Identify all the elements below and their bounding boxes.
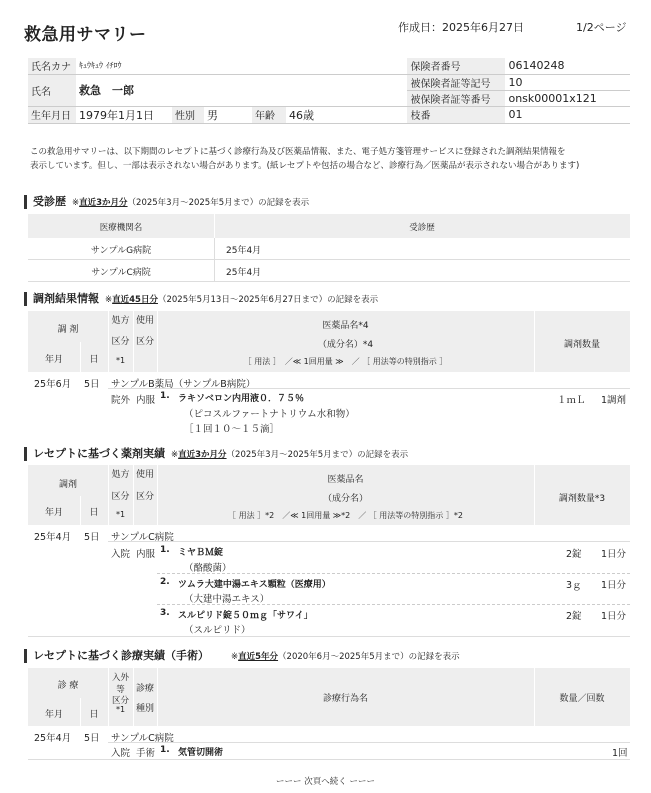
sex-label: 性別 xyxy=(172,106,204,123)
visits-title: 受診歴 xyxy=(33,195,66,208)
divider xyxy=(108,742,630,743)
divider xyxy=(28,759,630,760)
divider xyxy=(133,668,134,726)
dispense-section-heading xyxy=(24,292,378,306)
visit-row-2-date: 25年4月 xyxy=(226,268,262,278)
surgery-h-qty: 数量／回数 xyxy=(559,694,605,704)
rx-h-month: 年月 xyxy=(44,508,63,518)
kana-value: ｷｭｳｷｭｳ ｲﾁﾛｳ xyxy=(76,58,407,74)
divider xyxy=(28,281,630,282)
divider xyxy=(157,604,630,605)
rx-range-prefix: ※ xyxy=(171,450,179,460)
dispense-h-chozai: 調 剤 xyxy=(57,325,79,335)
dispense-h-month: 年月 xyxy=(44,355,63,365)
dispense-shiyo: 内服 xyxy=(136,395,156,406)
rx-item-3-ingredient: （スルピリド） xyxy=(184,625,251,636)
number-value: onsk00001x121 xyxy=(505,90,630,106)
rx-h-drug: 医薬品名 xyxy=(327,475,364,485)
divider xyxy=(157,573,630,574)
visits-range-prefix: ※ xyxy=(72,198,80,208)
dispense-h-day: 日 xyxy=(89,355,99,365)
visits-col-institution: 医療機関名 xyxy=(99,223,143,233)
page-title: 救急用サマリー xyxy=(24,25,147,45)
dispense-shoho: 院外 xyxy=(111,395,131,406)
dispense-item-no: 1. xyxy=(160,391,170,401)
rx-item-2-days: 1日分 xyxy=(601,580,627,591)
rx-item-1-amount: 2錠 xyxy=(566,549,582,560)
dispense-title: 調剤結果情報 xyxy=(33,292,99,305)
dispense-h-usage: ［ 用法 ］ ／≪ 1回用量 ≫ ／ ［ 用法等の特別指示 ］ xyxy=(243,357,448,366)
dispense-ingredient: （ピコスルファートナトリウム水和物） xyxy=(184,409,355,420)
dispense-range-prefix: ※ xyxy=(105,295,113,305)
surgery-h-shubetsu2: 種別 xyxy=(135,704,154,714)
number-label: 被保険者証等番号 xyxy=(407,90,505,106)
rx-h-usage: ［ 用法 ］*2 ／≪ 1回用量 ≫*2 ／ ［ 用法等の特別指示 ］*2 xyxy=(228,511,463,520)
branch-value: 01 xyxy=(505,106,630,123)
dispense-month: 25年6月 xyxy=(34,379,72,390)
surgery-hospital: サンプルC病院 xyxy=(111,733,174,744)
rx-item-2-amount: 3ｇ xyxy=(566,580,582,591)
rx-h-chozai: 調剤 xyxy=(58,480,77,490)
rx-shoho: 入院 xyxy=(111,549,131,560)
surgery-nyugai: 入院 xyxy=(111,748,131,759)
rx-range-text: （2025年3月～2025年5月まで）の記録を表示 xyxy=(226,450,409,460)
description xyxy=(30,145,630,173)
divider xyxy=(108,541,630,542)
dispense-h-ingredient: （成分名）*4 xyxy=(317,340,374,350)
dispense-range-link[interactable]: 直近45日分 xyxy=(112,295,158,305)
divider xyxy=(28,259,630,260)
name-value: 救急 一郎 xyxy=(76,74,407,106)
surgery-range-text: （2020年6月～2025年5月まで）の記録を表示 xyxy=(278,652,460,662)
visits-section-heading xyxy=(24,195,309,209)
rx-h-ingredient: （成分名） xyxy=(322,494,368,504)
rx-item-3-drug: スルピリド錠５０ｍｇ「サワイ」 xyxy=(178,611,313,621)
rx-item-3-days: 1日分 xyxy=(601,611,627,622)
dob-label: 生年月日 xyxy=(28,106,76,123)
surgery-h-nyugai2: 等 xyxy=(116,685,125,695)
surgery-range-prefix: ※ xyxy=(231,652,239,662)
visit-row-1-institution: サンプルG病院 xyxy=(90,246,152,256)
rx-item-1-drug: ミヤＢＭ錠 xyxy=(178,548,224,558)
surgery-shubetsu: 手術 xyxy=(136,748,156,759)
dispense-amount: １ｍＬ xyxy=(557,395,586,406)
dispense-drug-name: ラキソベロン内用液０．７５％ xyxy=(178,394,305,404)
rx-section-heading xyxy=(24,447,408,461)
divider xyxy=(214,238,215,281)
name-label: 氏名 xyxy=(28,74,76,106)
rx-hospital: サンプルC病院 xyxy=(111,532,174,543)
surgery-h-shinryo: 診 療 xyxy=(57,681,79,691)
visits-col-visit: 受診歴 xyxy=(409,223,435,233)
surgery-h-kubun: 区分 xyxy=(111,696,129,706)
dispense-h-shoho: 処方 xyxy=(111,316,130,326)
rx-h-note1: *1 xyxy=(115,510,126,519)
age-label: 年齢 xyxy=(252,106,286,123)
divider xyxy=(28,636,630,637)
dispense-range-text: （2025年5月13日～2025年6月27日まで）の記録を表示 xyxy=(157,295,379,305)
rx-item-3-no: 3. xyxy=(160,608,170,618)
surgery-count: 1回 xyxy=(612,748,628,759)
rx-day: 5日 xyxy=(84,532,100,543)
rx-item-1-days: 1日分 xyxy=(601,549,627,560)
insurer-label: 保険者番号 xyxy=(407,58,505,74)
surgery-section-heading xyxy=(24,649,460,663)
visit-row-1-date: 25年4月 xyxy=(226,246,262,256)
rx-h-kubun1: 区分 xyxy=(111,492,130,502)
rx-h-shoho: 処方 xyxy=(111,470,130,480)
dob-value: 1979年1月1日 xyxy=(76,106,172,123)
surgery-h-shubetsu1: 診療 xyxy=(135,684,154,694)
surgery-procedure-name: 気管切開術 xyxy=(178,748,224,758)
page-number: 1/2ページ xyxy=(576,21,627,34)
surgery-h-name: 診療行為名 xyxy=(322,694,368,704)
dispense-times: 1調剤 xyxy=(601,395,627,406)
description-line-2: 表示しています。但し、一部は表示されない場合があります。(紙レセプトや包括の場合など、診療行為／医薬品が表示されない場合があります) xyxy=(30,161,580,171)
visit-row-2-institution: サンプルC病院 xyxy=(91,268,151,278)
visits-range-link[interactable]: 直近3か月分 xyxy=(79,198,128,208)
visits-range-text: （2025年3月～2025年5月まで）の記録を表示 xyxy=(127,198,310,208)
branch-label: 枝番 xyxy=(407,106,505,123)
surgery-h-nyugai1: 入外 xyxy=(111,673,129,683)
surgery-h-note1: *1 xyxy=(115,705,126,714)
dispense-h-shiyo: 使用 xyxy=(135,316,154,326)
rx-item-1-no: 1. xyxy=(160,545,170,555)
surgery-h-day: 日 xyxy=(89,710,99,720)
rx-h-shiyo: 使用 xyxy=(135,470,154,480)
sex-value: 男 xyxy=(204,106,252,123)
rx-shiyo: 内服 xyxy=(136,549,156,560)
symbol-value: 10 xyxy=(505,74,630,90)
rx-item-2-ingredient: （大建中湯エキス） xyxy=(184,594,270,605)
surgery-range-link[interactable]: 直近5年分 xyxy=(238,652,279,662)
dispense-h-kubun2: 区分 xyxy=(135,337,154,347)
dispense-pharmacy: サンプルB薬局（サンプルB病院） xyxy=(111,379,256,390)
rx-title: レセプトに基づく薬剤実績 xyxy=(33,447,165,460)
surgery-month: 25年4月 xyxy=(34,733,72,744)
dispense-h-qty: 調剤数量 xyxy=(563,340,600,350)
rx-range-link[interactable]: 直近3か月分 xyxy=(178,450,227,460)
surgery-title: レセプトに基づく診療実績（手術） xyxy=(33,649,209,662)
rx-h-kubun2: 区分 xyxy=(135,492,154,502)
dispense-h-kubun1: 区分 xyxy=(111,337,130,347)
dispense-h-note1: *1 xyxy=(115,356,126,365)
insurer-value: 06140248 xyxy=(505,58,630,74)
created-date: 作成日：2025年6月27日 xyxy=(398,21,524,34)
dispense-usage: ［１回１０～１５滴］ xyxy=(184,424,280,435)
rx-item-1-ingredient: （酪酸菌） xyxy=(184,563,232,574)
surgery-item-no: 1. xyxy=(160,745,170,755)
rx-h-qty: 調剤数量*3 xyxy=(558,494,606,504)
rx-item-2-drug: ツムラ大建中湯エキス顆粒（医療用） xyxy=(178,580,331,590)
kana-label: 氏名カナ xyxy=(28,58,76,74)
patient-info-table xyxy=(28,58,630,124)
dispense-day: 5日 xyxy=(84,379,100,390)
dispense-h-drug: 医薬品名*4 xyxy=(322,321,369,331)
divider xyxy=(108,388,630,389)
symbol-label: 被保険者証等記号 xyxy=(407,74,505,90)
surgery-day: 5日 xyxy=(84,733,100,744)
rx-item-2-no: 2. xyxy=(160,577,170,587)
surgery-h-month: 年月 xyxy=(44,710,63,720)
rx-month: 25年4月 xyxy=(34,532,72,543)
rx-item-3-amount: 2錠 xyxy=(566,611,582,622)
continued-footer: ーーー 次頁へ続く ーーー xyxy=(276,777,375,787)
age-value: 46歳 xyxy=(286,106,407,123)
rx-h-day: 日 xyxy=(89,508,99,518)
description-line-1: この救急用サマリーは、以下期間のレセプトに基づく診療行為及び医薬品情報、また、電子処方箋管理サービスに登録された調剤結果情報を xyxy=(30,147,566,157)
